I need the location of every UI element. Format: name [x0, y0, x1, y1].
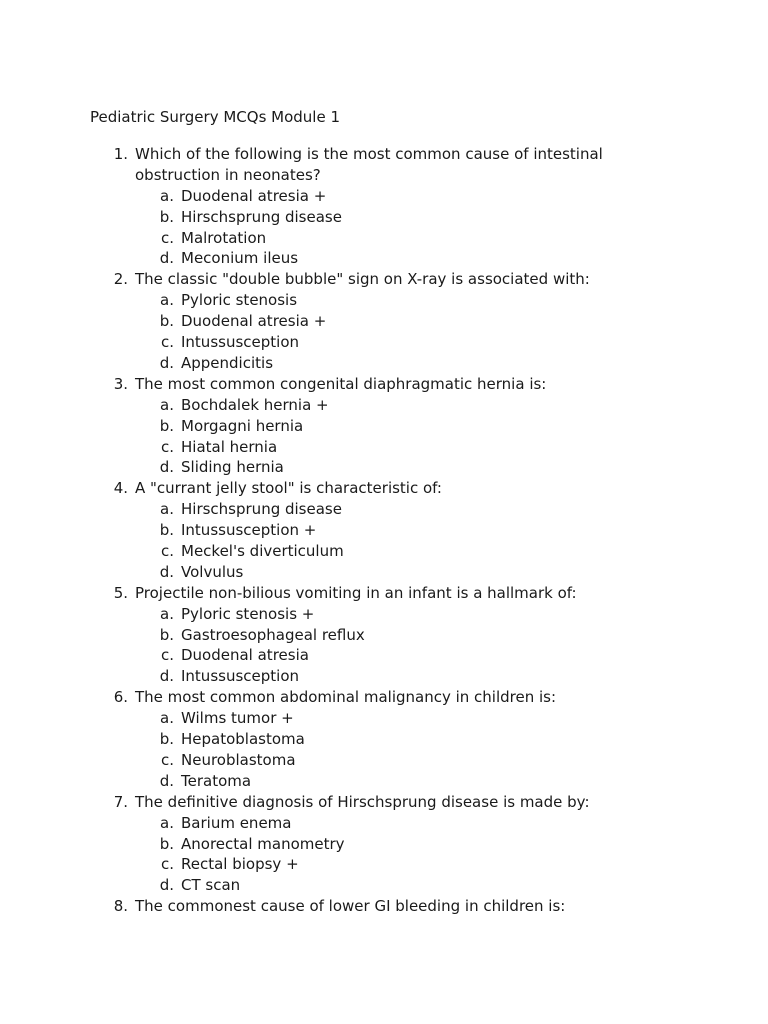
option-text: Barium enema: [181, 813, 292, 832]
question-item: [0, 583, 768, 687]
option-letter: c.: [160, 855, 174, 874]
option-item: [0, 290, 768, 311]
option-item: [0, 875, 768, 896]
option-letter: c.: [160, 437, 174, 456]
document-title: Pediatric Surgery MCQs Module 1: [90, 108, 341, 126]
option-item: [0, 729, 768, 750]
option-letter: a.: [160, 500, 174, 519]
option-text: Bochdalek hernia +: [181, 395, 329, 414]
option-letter: b.: [159, 312, 174, 331]
question-item: [0, 144, 768, 269]
option-letter: d.: [159, 562, 174, 581]
option-item: [0, 311, 768, 332]
question-text: The most common congenital diaphragmatic hernia is:: [135, 374, 547, 393]
option-letter: a.: [160, 709, 174, 728]
option-letter: d.: [159, 353, 174, 372]
option-item: [0, 750, 768, 771]
option-text: Hirschsprung disease: [181, 500, 342, 519]
option-letter: c.: [160, 750, 174, 769]
option-list: [0, 499, 768, 583]
option-text: Volvulus: [181, 562, 244, 581]
option-list: [0, 813, 768, 897]
question-text: Which of the following is the most common cause of intestinal obstruction in neonates?: [135, 145, 603, 184]
option-item: [0, 604, 768, 625]
option-item: [0, 666, 768, 687]
option-letter: d.: [159, 876, 174, 895]
option-letter: a.: [160, 186, 174, 205]
option-item: [0, 562, 768, 583]
option-item: [0, 520, 768, 541]
option-letter: a.: [160, 604, 174, 623]
question-number: 5.: [113, 583, 128, 602]
option-text: Wilms tumor +: [181, 709, 294, 728]
option-text: Malrotation: [181, 228, 267, 247]
question-number: 7.: [113, 792, 128, 811]
option-letter: d.: [159, 458, 174, 477]
option-item: [0, 207, 768, 228]
option-letter: c.: [160, 228, 174, 247]
option-text: Meckel's diverticulum: [181, 542, 344, 560]
option-list: [0, 708, 768, 792]
option-item: [0, 437, 768, 458]
option-letter: d.: [159, 667, 174, 686]
option-list: [0, 290, 768, 374]
option-text: Duodenal atresia +: [181, 312, 327, 331]
option-letter: d.: [159, 249, 174, 268]
option-text: CT scan: [181, 876, 241, 895]
question-text: The most common abdominal malignancy in children is:: [135, 688, 557, 707]
option-list: [0, 395, 768, 479]
option-item: [0, 186, 768, 207]
question-number: 4.: [113, 479, 128, 498]
question-number: 2.: [113, 270, 128, 289]
option-text: Morgagni hernia: [181, 416, 304, 435]
option-text: Meconium ileus: [181, 249, 299, 268]
option-text: Appendicitis: [181, 353, 274, 372]
option-letter: c.: [160, 542, 174, 560]
option-item: [0, 708, 768, 729]
question-text: A "currant jelly stool" is characteristic of:: [135, 479, 442, 498]
option-letter: b.: [159, 730, 174, 749]
option-text: Hiatal hernia: [181, 437, 278, 456]
option-item: [0, 353, 768, 374]
option-letter: b.: [159, 834, 174, 853]
option-item: [0, 332, 768, 353]
option-letter: b.: [159, 416, 174, 435]
question-item: [0, 374, 768, 478]
question-item: [0, 896, 768, 917]
option-item: [0, 771, 768, 792]
option-item: [0, 541, 768, 562]
option-text: Pyloric stenosis +: [181, 604, 315, 623]
option-item: [0, 499, 768, 520]
option-text: Hepatoblastoma: [181, 730, 305, 749]
question-number: 1.: [113, 145, 128, 163]
option-text: Duodenal atresia +: [181, 186, 327, 205]
option-letter: c.: [160, 646, 174, 665]
option-text: Pyloric stenosis: [181, 291, 298, 310]
question-number: 8.: [113, 897, 128, 916]
question-number: 6.: [113, 688, 128, 707]
option-item: [0, 854, 768, 875]
option-text: Gastroesophageal reflux: [181, 625, 365, 644]
option-letter: b.: [159, 521, 174, 540]
option-item: [0, 834, 768, 855]
option-item: [0, 395, 768, 416]
option-letter: c.: [160, 333, 174, 352]
question-text: Projectile non-bilious vomiting in an infant is a hallmark of:: [135, 583, 577, 602]
option-letter: a.: [160, 291, 174, 310]
option-item: [0, 248, 768, 269]
question-list: [0, 144, 768, 917]
option-item: [0, 625, 768, 646]
option-text: Sliding hernia: [181, 458, 284, 477]
question-text: The commonest cause of lower GI bleeding in children is:: [135, 897, 566, 916]
question-item: [0, 478, 768, 582]
option-text: Duodenal atresia: [181, 646, 309, 665]
option-letter: d.: [159, 771, 174, 790]
question-text: The definitive diagnosis of Hirschsprung disease is made by:: [135, 792, 590, 811]
option-text: Intussusception +: [181, 521, 317, 540]
option-text: Neuroblastoma: [181, 750, 296, 769]
option-item: [0, 416, 768, 437]
option-item: [0, 813, 768, 834]
question-item: [0, 792, 768, 896]
question-number: 3.: [113, 374, 128, 393]
option-item: [0, 645, 768, 666]
option-letter: b.: [159, 207, 174, 226]
option-list: [0, 186, 768, 270]
option-item: [0, 457, 768, 478]
option-list: [0, 604, 768, 688]
option-text: Intussusception: [181, 667, 300, 686]
option-text: Rectal biopsy +: [181, 855, 299, 874]
question-text: The classic "double bubble" sign on X-ray is associated with:: [135, 270, 590, 289]
option-text: Intussusception: [181, 333, 300, 352]
option-text: Anorectal manometry: [181, 834, 345, 853]
option-letter: b.: [159, 625, 174, 644]
option-text: Teratoma: [181, 771, 252, 790]
option-letter: a.: [160, 395, 174, 414]
question-item: [0, 687, 768, 791]
option-item: [0, 228, 768, 249]
question-item: [0, 269, 768, 373]
option-text: Hirschsprung disease: [181, 207, 342, 226]
option-letter: a.: [160, 813, 174, 832]
